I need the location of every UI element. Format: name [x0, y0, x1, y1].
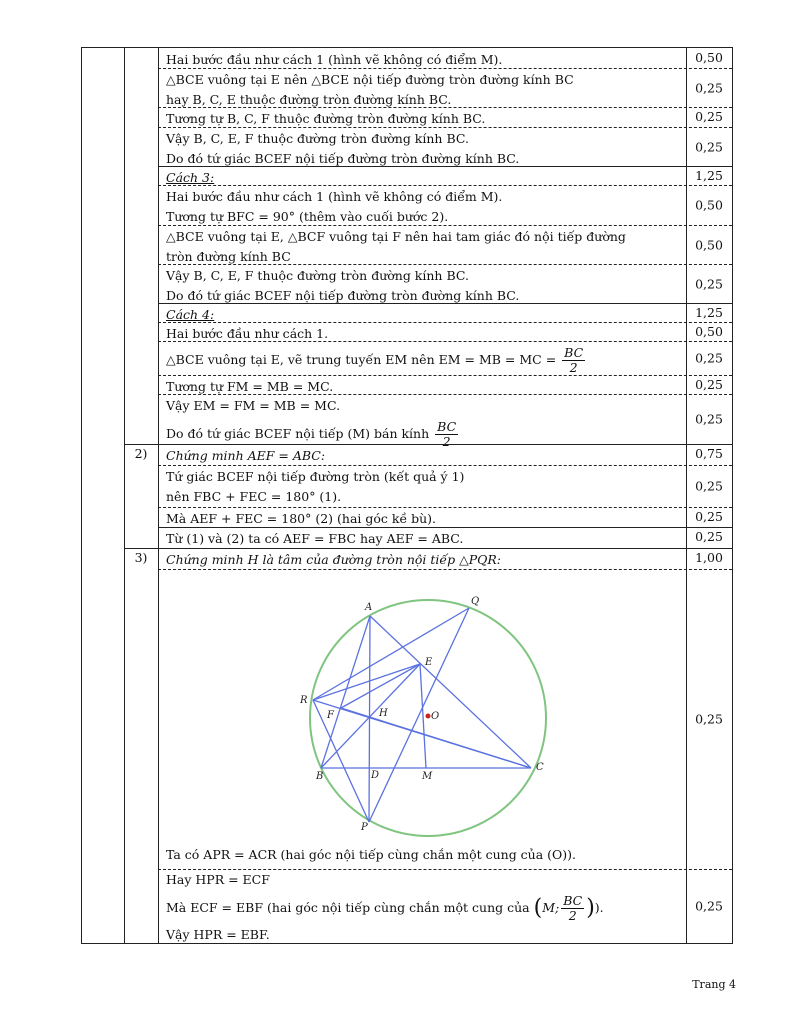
row-text: △BCE vuông tại E nên △BCE nội tiếp đường tròn đường kính BC: [166, 72, 574, 87]
figure-label: B: [316, 771, 324, 782]
table-row: [82, 527, 732, 548]
table-row: [82, 225, 732, 264]
row-score: 0,25: [695, 139, 723, 154]
table-row: [82, 166, 732, 185]
table-row: [82, 444, 732, 465]
figure-label: R: [300, 695, 308, 706]
table-row: [82, 303, 732, 322]
figure-label: M: [422, 771, 433, 782]
question-number: 3): [134, 550, 148, 565]
row-text: hay B, C, E thuộc đường tròn đường kính BC.: [166, 92, 452, 107]
row-score: 0,50: [695, 324, 723, 339]
figure-label: C: [536, 762, 544, 773]
center-point-o: [426, 714, 431, 719]
row-score: 0,25: [695, 898, 723, 914]
row-score: 0,75: [695, 446, 723, 461]
row-score: 0,25: [695, 377, 723, 392]
row-text: Tương tự FM = MB = MC.: [166, 379, 334, 394]
table-row: [82, 375, 732, 394]
row-text: tròn đường kính BC: [166, 249, 291, 264]
row-text: Vậy B, C, E, F thuộc đường tròn đường kính BC.: [166, 268, 469, 283]
figure-label: P: [361, 822, 368, 833]
table-row: [82, 322, 732, 341]
row-text: Tương tự BFC = 90° (thêm vào cuối bước 2).: [166, 209, 449, 224]
segment-be: [321, 664, 420, 768]
row-score: 0,25: [695, 109, 723, 124]
segment-qr: [313, 608, 469, 700]
row-text: △BCE vuông tại E, △BCF vuông tại F nên hai tam giác đó nội tiếp đường: [166, 229, 626, 244]
row-text: Hai bước đầu như cách 1 (hình vẽ không có điểm M).: [166, 189, 503, 204]
row-text: Tương tự B, C, F thuộc đường tròn đường kính BC.: [166, 111, 486, 126]
row-text: Vậy EM = FM = MB = MC.: [166, 398, 341, 413]
row-score: 0,25: [695, 478, 723, 494]
table-row: [82, 394, 732, 449]
row-score: 0,25: [695, 509, 723, 524]
table-row: [82, 465, 732, 507]
row-text: nên FBC + FEC = 180° (1).: [166, 489, 342, 504]
segment-ab: [321, 616, 370, 768]
figure-label: Q: [471, 596, 480, 607]
row-score: 1,00: [695, 550, 723, 565]
segment-em: [420, 664, 426, 768]
row-text: Do đó tứ giác BCEF nội tiếp đường tròn đường kính BC.: [166, 151, 520, 166]
row-text: Vậy HPR = EBF.: [166, 927, 270, 942]
question-number: 2): [134, 446, 148, 461]
row-text: Do đó tứ giác BCEF nội tiếp đường tròn đường kính BC.: [166, 288, 520, 303]
row-score: 0,25: [695, 350, 723, 366]
row-heading: Chứng minh H là tâm của đường tròn nội tiếp △PQR:: [166, 552, 501, 567]
table-row: [82, 107, 732, 127]
row-score: 0,25: [695, 411, 723, 427]
row-score: 0,25: [695, 711, 723, 727]
page-number: Trang 4: [692, 978, 736, 991]
row-text: Mà ECF = EBF (hai góc nội tiếp cùng chắn một cung của: [166, 900, 530, 915]
segment-rc: [313, 700, 531, 768]
figure-label: E: [425, 657, 433, 668]
fraction: $\frac{BC}{2}$: [563, 893, 583, 923]
row-text: Hay HPR = ECF: [166, 872, 270, 887]
row-text: Mà AEF + FEC = 180° (2) (hai góc kề bù).: [166, 511, 437, 526]
row-score: 0,25: [695, 529, 723, 544]
segment-re: [313, 664, 420, 700]
figure-lines: [313, 608, 531, 822]
segment-ap: [369, 616, 370, 822]
row-text: Hai bước đầu như cách 1 (hình vẽ không có điểm M).: [166, 52, 503, 67]
row-text: Từ (1) và (2) ta có AEF = FBC hay AEF = ABC.: [166, 531, 464, 546]
figure-label: O: [431, 711, 440, 722]
row-text: Do đó tứ giác BCEF nội tiếp (M) bán kính: [166, 426, 430, 441]
method-heading: Cách 4:: [166, 307, 215, 322]
table-row: [82, 548, 732, 569]
figure-label: F: [327, 710, 334, 721]
segment-rp: [313, 700, 369, 822]
table-row: [82, 68, 732, 107]
row-heading: Chứng minh AEF = ABC:: [166, 448, 326, 463]
table-row: Hay HPR = ECF Mà ECF = EBF (hai góc nội tiếp cùng chắn một cung của (M; $\frac{BC}{2}$ )). Vậy HPR = EBF. 0,25: [82, 869, 732, 943]
figure-label: A: [365, 602, 373, 613]
table-row: [82, 48, 732, 68]
figure-label: D: [371, 770, 380, 781]
table-row: [82, 127, 732, 166]
table-row: [82, 264, 732, 303]
row-score: 0,50: [695, 197, 723, 213]
row-text: Vậy B, C, E, F thuộc đường tròn đường kính BC.: [166, 131, 469, 146]
row-text: Hai bước đầu như cách 1.: [166, 326, 329, 341]
row-score: 1,25: [695, 305, 723, 320]
figure-label: H: [379, 708, 388, 719]
row-score: 0,25: [695, 80, 723, 95]
fraction: $\frac{BC}{2}$: [564, 345, 584, 375]
figure-caption: Ta có APR = ACR (hai góc nội tiếp cùng chắn một cung của (O)).: [166, 847, 577, 862]
row-score: 0,50: [695, 50, 723, 65]
fraction: $\frac{BC}{2}$: [437, 419, 457, 449]
table-row: [82, 341, 732, 375]
row-score: 0,50: [695, 237, 723, 252]
table-row: [82, 507, 732, 527]
geometry-figure: [225, 588, 565, 838]
row-score: 0,25: [695, 276, 723, 291]
table-row: [82, 185, 732, 225]
method-heading: Cách 3:: [166, 170, 215, 185]
row-text: Tứ giác BCEF nội tiếp đường tròn (kết quả ý 1): [166, 469, 465, 484]
row-score: 1,25: [695, 168, 723, 183]
row-text: △BCE vuông tại E, vẽ trung tuyến EM nên EM = MB = MC =: [166, 352, 557, 367]
